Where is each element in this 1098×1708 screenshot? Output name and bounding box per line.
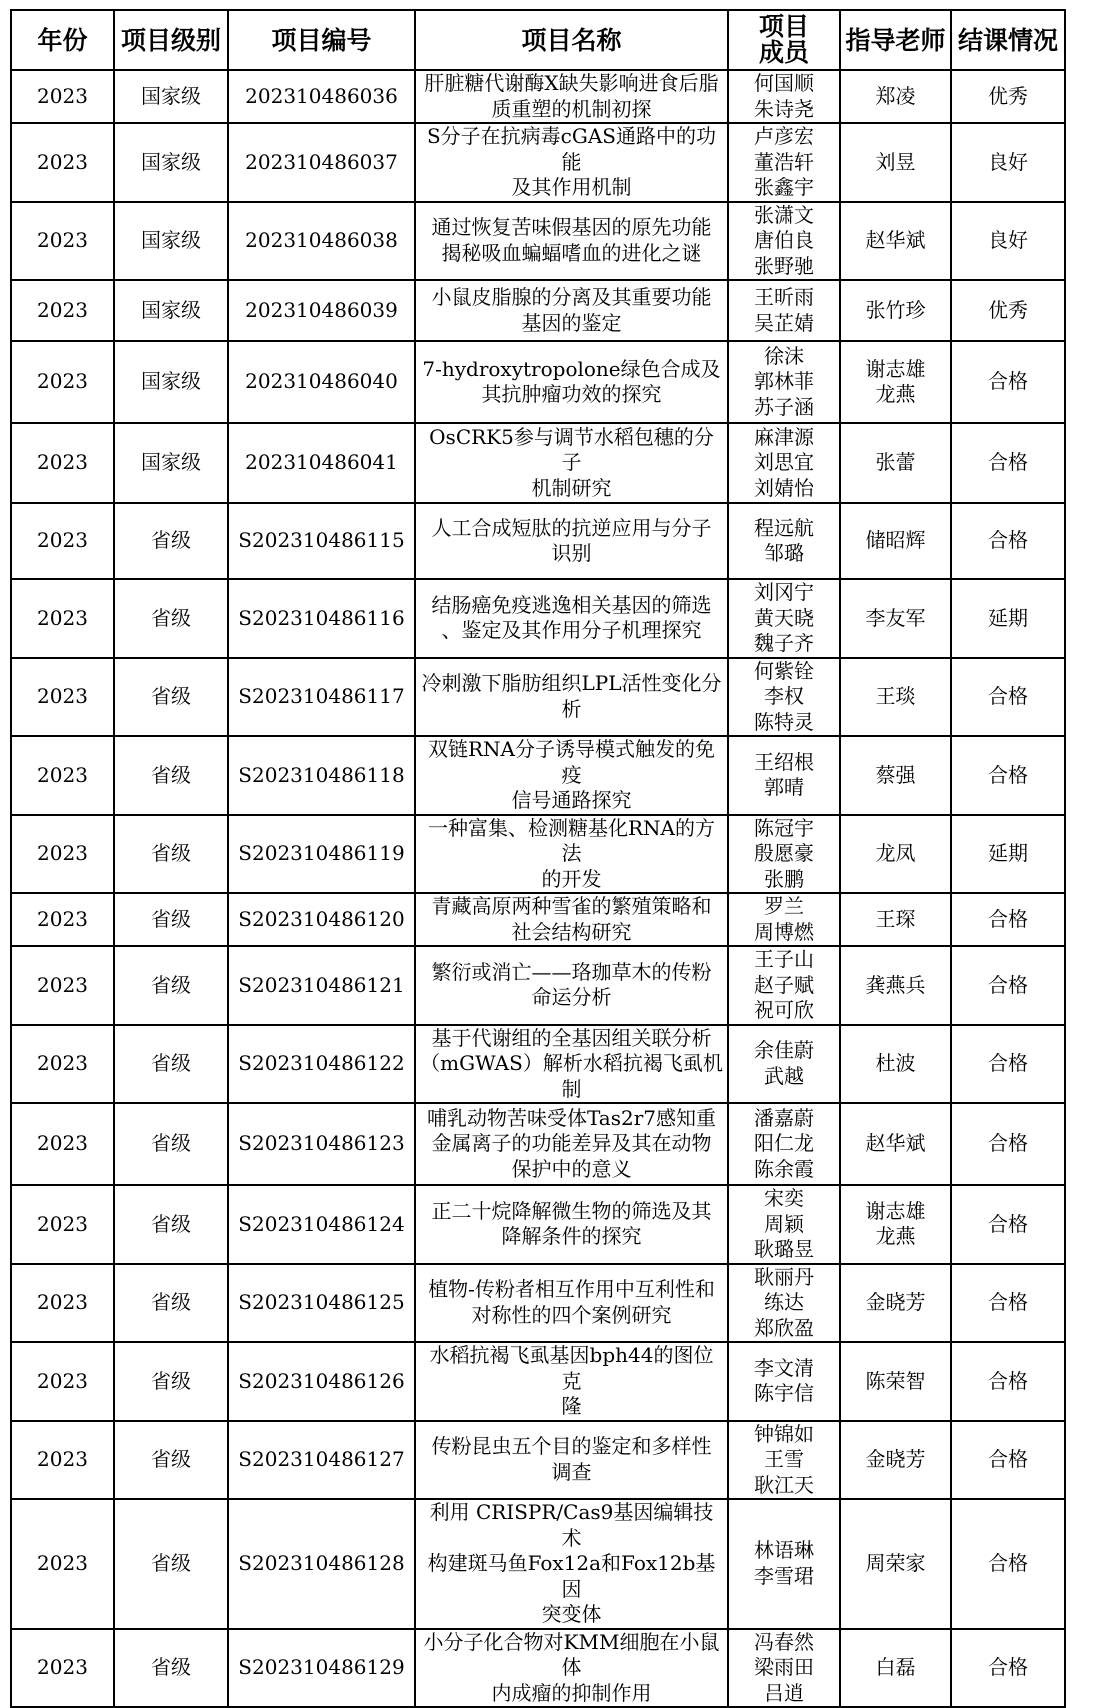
table-row — [11, 1103, 1065, 1185]
advisor-cell — [840, 1185, 951, 1264]
name-cell — [415, 1629, 728, 1708]
result-cell: 优秀 — [951, 280, 1065, 341]
members-cell — [728, 341, 840, 423]
members-cell — [728, 946, 840, 1025]
table-row — [11, 1025, 1065, 1104]
members-text: 何紫铨 李权 陈特灵 — [754, 658, 814, 734]
members-cell — [728, 1025, 840, 1104]
result-cell: 合格 — [951, 1025, 1065, 1104]
members-cell — [728, 70, 840, 123]
table-row — [11, 579, 1065, 658]
members-text: 王子山 赵子赋 祝可欣 — [754, 947, 814, 1022]
name-text: 7-hydroxytropolone绿色合成及 其抗肿瘤功效的探究 — [422, 356, 721, 406]
members-text: 耿丽丹 练达 郑欣盈 — [754, 1264, 814, 1340]
level-cell: 省级 — [114, 579, 228, 658]
code-cell: S202310486118 — [228, 736, 415, 815]
result-cell: 合格 — [951, 341, 1065, 423]
code-cell: 202310486040 — [228, 341, 415, 423]
year-cell: 2023 — [11, 946, 114, 1025]
name-cell — [415, 202, 728, 281]
advisor-text: 张蕾 — [875, 450, 916, 475]
level-cell: 省级 — [114, 736, 228, 815]
advisor-cell — [840, 658, 951, 737]
advisor-cell — [840, 1025, 951, 1104]
members-text: 冯春然 梁雨田 吕逍 — [754, 1629, 814, 1705]
result-cell: 延期 — [951, 579, 1065, 658]
result-cell: 合格 — [951, 423, 1065, 503]
code-cell: 202310486039 — [228, 280, 415, 341]
header-name: 项目名称 — [415, 10, 728, 70]
advisor-cell — [840, 1629, 951, 1708]
name-text: 水稻抗褐飞虱基因bph44的图位克 隆 — [429, 1343, 714, 1418]
name-text: 繁衍或消亡——珞珈草木的传粉 命运分析 — [431, 959, 712, 1010]
name-cell — [415, 1103, 728, 1185]
table-row — [11, 736, 1065, 815]
members-text: 林语琳 李雪珺 — [754, 1538, 814, 1588]
result-cell: 合格 — [951, 658, 1065, 737]
members-cell — [728, 423, 840, 503]
table-row — [11, 1185, 1065, 1264]
advisor-text: 刘昱 — [875, 149, 916, 174]
name-text: 双链RNA分子诱导模式触发的免疫 信号通路探究 — [427, 737, 715, 812]
level-cell: 省级 — [114, 1499, 228, 1629]
advisor-cell — [840, 1421, 951, 1500]
year-cell: 2023 — [11, 1025, 114, 1104]
members-text: 李文清 陈宇信 — [754, 1355, 814, 1406]
year-cell: 2023 — [11, 1499, 114, 1629]
level-cell: 省级 — [114, 1103, 228, 1185]
advisor-text: 金晓芳 — [865, 1447, 926, 1471]
level-cell: 省级 — [114, 893, 228, 946]
year-cell: 2023 — [11, 736, 114, 815]
level-cell: 省级 — [114, 1342, 228, 1421]
result-cell: 合格 — [951, 1103, 1065, 1185]
name-cell — [415, 280, 728, 341]
header-result: 结课情况 — [951, 10, 1065, 70]
code-cell: S202310486124 — [228, 1185, 415, 1264]
year-cell: 2023 — [11, 503, 114, 579]
code-cell: S202310486127 — [228, 1421, 415, 1500]
advisor-text: 张竹珍 — [865, 297, 926, 322]
members-cell — [728, 1421, 840, 1500]
year-cell: 2023 — [11, 1421, 114, 1500]
advisor-cell — [840, 815, 951, 894]
members-cell — [728, 1264, 840, 1343]
name-text: 传粉昆虫五个目的鉴定和多样性 调查 — [431, 1434, 712, 1484]
members-text: 王绍根 郭晴 — [754, 749, 814, 800]
code-cell: S202310486125 — [228, 1264, 415, 1343]
name-cell — [415, 658, 728, 737]
advisor-cell — [840, 893, 951, 946]
level-cell: 省级 — [114, 1421, 228, 1500]
name-text: 基于代谢组的全基因组关联分析 （mGWAS）解析水稻抗褐飞虱机制 — [420, 1025, 723, 1101]
advisor-text: 李友军 — [865, 605, 926, 630]
advisor-text: 谢志雄 龙燕 — [865, 1198, 926, 1249]
members-cell — [728, 1499, 840, 1629]
result-cell: 合格 — [951, 1264, 1065, 1343]
level-cell: 省级 — [114, 503, 228, 579]
name-text: 结肠癌免疫逃逸相关基因的筛选 、鉴定及其作用分子机理探究 — [431, 592, 712, 643]
level-cell: 省级 — [114, 946, 228, 1025]
advisor-text: 金晓芳 — [865, 1290, 926, 1314]
name-text: S分子在抗病毒cGAS通路中的功能 及其作用机制 — [426, 124, 717, 199]
members-text: 何国顺 朱诗尧 — [754, 71, 814, 121]
name-cell — [415, 1342, 728, 1421]
advisor-text: 蔡强 — [875, 762, 916, 787]
code-cell: 202310486038 — [228, 202, 415, 281]
advisor-cell — [840, 341, 951, 423]
advisor-text: 储昭辉 — [865, 528, 926, 553]
table-row — [11, 946, 1065, 1025]
level-cell: 省级 — [114, 815, 228, 894]
year-cell: 2023 — [11, 1103, 114, 1185]
members-cell — [728, 893, 840, 946]
code-cell: S202310486126 — [228, 1342, 415, 1421]
code-cell: S202310486128 — [228, 1499, 415, 1629]
name-text: 植物-传粉者相互作用中互利性和 对称性的四个案例研究 — [428, 1277, 715, 1327]
level-cell: 省级 — [114, 658, 228, 737]
advisor-text: 赵华斌 — [865, 1131, 926, 1156]
name-text: 哺乳动物苦味受体Tas2r7感知重 金属离子的功能差异及其在动物 保护中的意义 — [427, 1105, 716, 1181]
advisor-cell — [840, 503, 951, 579]
advisor-cell — [840, 123, 951, 202]
result-cell: 良好 — [951, 202, 1065, 281]
result-cell: 合格 — [951, 736, 1065, 815]
name-text: 一种富集、检测糖基化RNA的方法 的开发 — [427, 815, 715, 891]
members-text: 余佳蔚 武越 — [754, 1038, 814, 1088]
table-row — [11, 893, 1065, 946]
table-row — [11, 423, 1065, 503]
table-row — [11, 123, 1065, 202]
members-text: 罗兰 周博燃 — [754, 894, 814, 944]
name-text: 肝脏糖代谢酶X缺失影响进食后脂 质重塑的机制初探 — [424, 71, 719, 121]
members-cell — [728, 123, 840, 202]
name-cell — [415, 946, 728, 1025]
name-cell — [415, 1025, 728, 1104]
name-cell — [415, 123, 728, 202]
advisor-text: 周荣家 — [865, 1551, 926, 1575]
members-text: 钟锦如 王雪 耿江天 — [754, 1421, 814, 1497]
year-cell: 2023 — [11, 1629, 114, 1708]
level-cell: 国家级 — [114, 70, 228, 123]
members-text: 程远航 邹璐 — [754, 515, 814, 565]
table-row — [11, 1342, 1065, 1421]
name-text: 小鼠皮脂腺的分离及其重要功能 基因的鉴定 — [431, 285, 712, 335]
level-cell: 省级 — [114, 1629, 228, 1708]
result-cell: 良好 — [951, 123, 1065, 202]
header-level: 项目级别 — [114, 10, 228, 70]
members-cell — [728, 503, 840, 579]
advisor-cell — [840, 202, 951, 281]
header-members — [728, 10, 840, 70]
name-cell — [415, 1264, 728, 1343]
name-text: 青藏高原两种雪雀的繁殖策略和 社会结构研究 — [431, 894, 712, 944]
result-cell: 延期 — [951, 815, 1065, 894]
level-cell: 省级 — [114, 1264, 228, 1343]
level-cell: 国家级 — [114, 123, 228, 202]
advisor-cell — [840, 1342, 951, 1421]
members-text: 麻津源 刘思宜 刘婧怡 — [754, 424, 814, 500]
advisor-text: 白磊 — [875, 1655, 916, 1679]
code-cell: S202310486115 — [228, 503, 415, 579]
code-cell: 202310486041 — [228, 423, 415, 503]
advisor-text: 郑凌 — [875, 83, 916, 108]
advisor-cell — [840, 280, 951, 341]
members-cell — [728, 1629, 840, 1708]
year-cell: 2023 — [11, 815, 114, 894]
members-cell — [728, 736, 840, 815]
advisor-cell — [840, 579, 951, 658]
year-cell: 2023 — [11, 341, 114, 423]
year-cell: 2023 — [11, 123, 114, 202]
level-cell: 国家级 — [114, 423, 228, 503]
table-row — [11, 280, 1065, 341]
name-cell — [415, 1185, 728, 1264]
members-text: 王昕雨 吴芷婧 — [754, 285, 814, 335]
code-cell: S202310486119 — [228, 815, 415, 894]
members-text: 张潇文 唐伯良 张野驰 — [754, 202, 814, 278]
name-text: 通过恢复苦味假基因的原先功能 揭秘吸血蝙蝠嗜血的进化之谜 — [431, 215, 712, 265]
year-cell: 2023 — [11, 893, 114, 946]
advisor-cell — [840, 1264, 951, 1343]
advisor-cell — [840, 736, 951, 815]
name-cell — [415, 1421, 728, 1500]
code-cell: S202310486122 — [228, 1025, 415, 1104]
advisor-text: 王琰 — [875, 684, 916, 708]
table-row — [11, 1499, 1065, 1629]
year-cell: 2023 — [11, 658, 114, 737]
result-cell: 合格 — [951, 1629, 1065, 1708]
name-cell — [415, 736, 728, 815]
name-cell — [415, 815, 728, 894]
name-cell — [415, 70, 728, 123]
name-cell — [415, 341, 728, 423]
name-cell — [415, 1499, 728, 1629]
table-row — [11, 658, 1065, 737]
year-cell: 2023 — [11, 1185, 114, 1264]
members-text: 宋奕 周颖 耿璐昱 — [754, 1186, 814, 1261]
name-cell — [415, 579, 728, 658]
advisor-text: 王琛 — [875, 906, 916, 931]
year-cell: 2023 — [11, 579, 114, 658]
result-cell: 合格 — [951, 1421, 1065, 1500]
header-row — [11, 10, 1065, 70]
result-cell: 合格 — [951, 1342, 1065, 1421]
result-cell: 合格 — [951, 893, 1065, 946]
result-cell: 优秀 — [951, 70, 1065, 123]
name-text: 正二十烷降解微生物的筛选及其 降解条件的探究 — [431, 1198, 712, 1249]
result-cell: 合格 — [951, 503, 1065, 579]
advisor-cell — [840, 1499, 951, 1629]
members-text: 刘冈宁 黄天晓 魏子齐 — [754, 580, 814, 655]
code-cell: S202310486116 — [228, 579, 415, 658]
code-cell: S202310486123 — [228, 1103, 415, 1185]
table-body — [11, 70, 1065, 1707]
level-cell: 国家级 — [114, 341, 228, 423]
code-cell: 202310486037 — [228, 123, 415, 202]
year-cell: 2023 — [11, 1342, 114, 1421]
advisor-text: 赵华斌 — [865, 228, 926, 252]
advisor-text: 谢志雄 龙燕 — [865, 356, 926, 406]
result-cell: 合格 — [951, 1499, 1065, 1629]
level-cell: 国家级 — [114, 202, 228, 281]
header-advisor: 指导老师 — [840, 10, 951, 70]
members-cell — [728, 202, 840, 281]
name-text: 冷刺激下脂肪组织LPL活性变化分 析 — [421, 671, 722, 721]
members-cell — [728, 658, 840, 737]
advisor-cell — [840, 946, 951, 1025]
header-year: 年份 — [11, 10, 114, 70]
code-cell: S202310486120 — [228, 893, 415, 946]
members-cell — [728, 1185, 840, 1264]
name-cell — [415, 423, 728, 503]
code-cell: S202310486129 — [228, 1629, 415, 1708]
code-cell: S202310486117 — [228, 658, 415, 737]
members-text: 陈冠宇 殷愿豪 张鹏 — [754, 815, 814, 891]
name-cell — [415, 893, 728, 946]
year-cell: 2023 — [11, 70, 114, 123]
header-code: 项目编号 — [228, 10, 415, 70]
name-text: 小分子化合物对KMM细胞在小鼠体 内成瘤的抑制作用 — [423, 1629, 720, 1705]
members-cell — [728, 1342, 840, 1421]
year-cell: 2023 — [11, 423, 114, 503]
advisor-text: 陈荣智 — [865, 1368, 926, 1393]
name-text: OsCRK5参与调节水稻包穗的分子 机制研究 — [429, 424, 714, 500]
table-row — [11, 70, 1065, 123]
name-cell — [415, 503, 728, 579]
table-row — [11, 202, 1065, 281]
advisor-cell — [840, 70, 951, 123]
name-text: 人工合成短肽的抗逆应用与分子 识别 — [431, 515, 712, 565]
result-cell: 合格 — [951, 946, 1065, 1025]
year-cell: 2023 — [11, 1264, 114, 1343]
year-cell: 2023 — [11, 280, 114, 341]
members-cell — [728, 579, 840, 658]
advisor-cell — [840, 423, 951, 503]
table-row — [11, 1264, 1065, 1343]
table-row — [11, 1629, 1065, 1708]
year-cell: 2023 — [11, 202, 114, 281]
level-cell: 省级 — [114, 1185, 228, 1264]
members-cell — [728, 815, 840, 894]
members-cell — [728, 280, 840, 341]
result-cell: 合格 — [951, 1185, 1065, 1264]
name-text: 利用 CRISPR/Cas9基因编辑技术 构建斑马鱼Fox12a和Fox12b基因 突变体 — [427, 1500, 716, 1626]
code-cell: S202310486121 — [228, 946, 415, 1025]
code-cell: 202310486036 — [228, 70, 415, 123]
table-row — [11, 1421, 1065, 1500]
advisor-text: 龚燕兵 — [865, 972, 926, 997]
members-text: 潘嘉蔚 阳仁龙 陈余霞 — [754, 1105, 814, 1181]
advisor-cell — [840, 1103, 951, 1185]
header-members-label: 项目成员 — [758, 12, 809, 67]
table-row — [11, 815, 1065, 894]
level-cell: 国家级 — [114, 280, 228, 341]
members-text: 徐沫 郭林菲 苏子涵 — [754, 343, 814, 419]
advisor-text: 杜波 — [875, 1051, 916, 1075]
table-row — [11, 341, 1065, 423]
projects-table — [10, 9, 1066, 1708]
level-cell: 省级 — [114, 1025, 228, 1104]
members-cell — [728, 1103, 840, 1185]
advisor-text: 龙凤 — [875, 841, 916, 865]
members-text: 卢彦宏 董浩轩 张鑫宇 — [754, 124, 814, 199]
table-row — [11, 503, 1065, 579]
